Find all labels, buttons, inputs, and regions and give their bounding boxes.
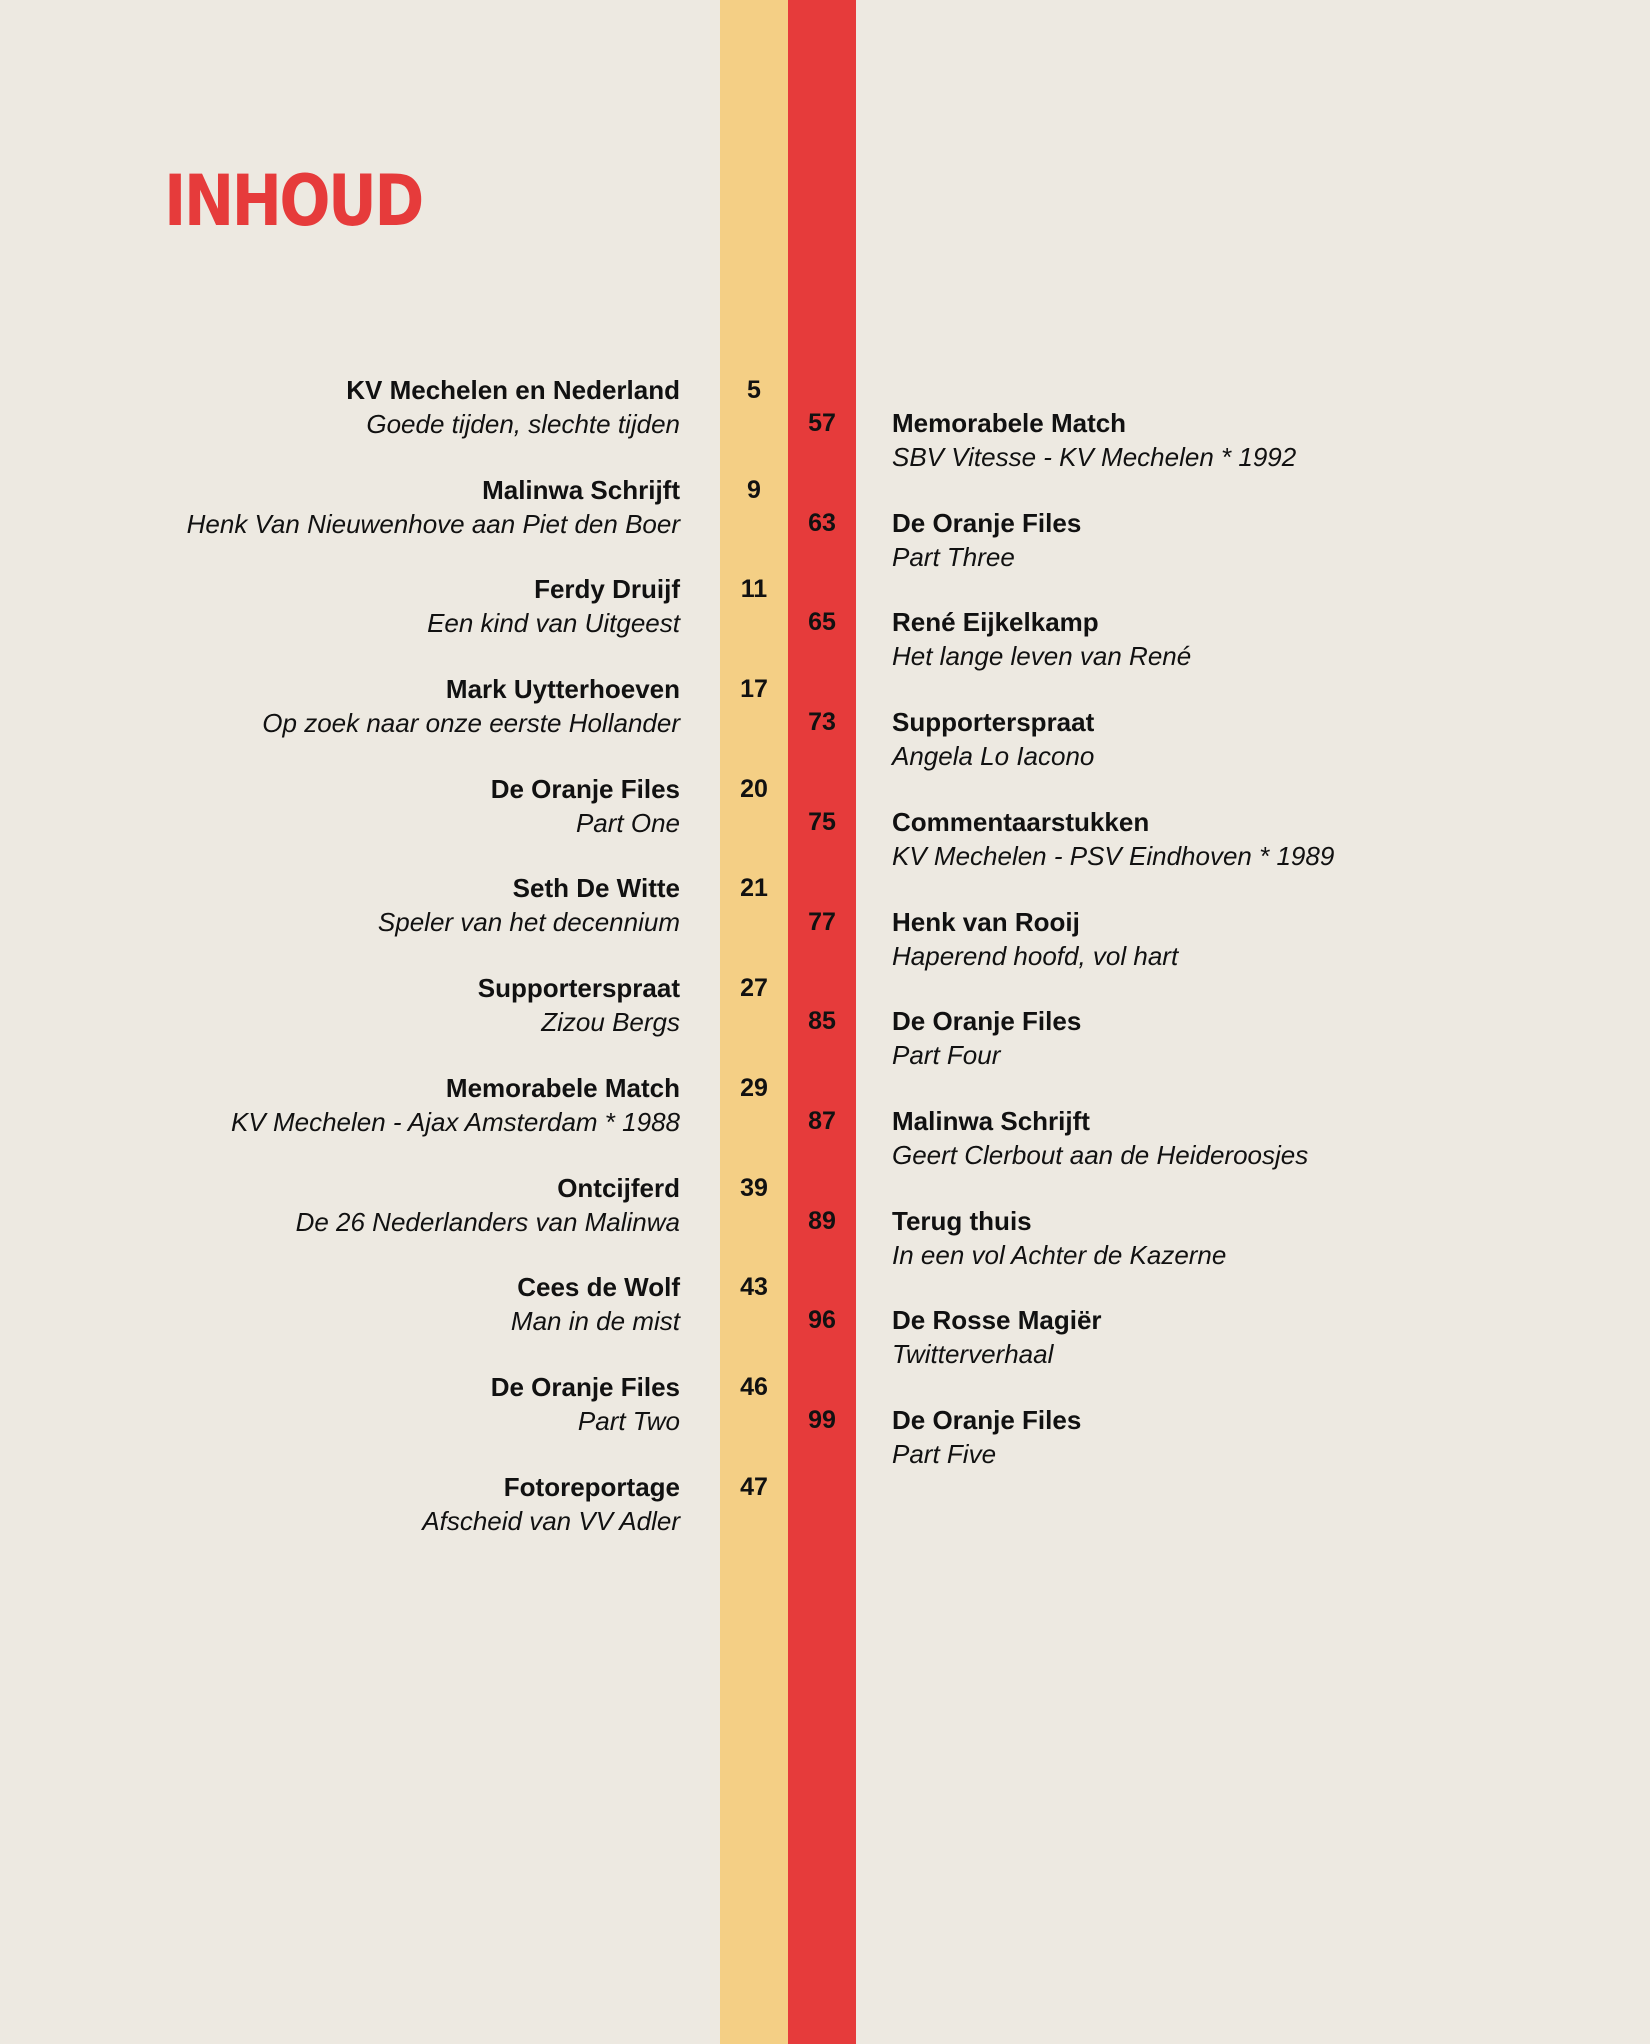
toc-entry-title: De Oranje Files (490, 774, 680, 804)
toc-page-number: 17 (740, 675, 768, 703)
toc-entry-left[interactable] (231, 1071, 768, 1137)
toc-page-number: 27 (740, 974, 768, 1002)
toc-entry-title: Seth De Witte (512, 873, 680, 903)
toc-entry-subtitle: Angela Lo Iacono (892, 741, 1095, 771)
toc-entry-left[interactable] (377, 871, 768, 937)
toc-entry-right[interactable] (808, 506, 1082, 572)
toc-entry-subtitle: In een vol Achter de Kazerne (892, 1240, 1227, 1270)
yellow-stripe (720, 0, 788, 2044)
toc-entry-subtitle: KV Mechelen - PSV Eindhoven * 1989 (892, 841, 1335, 871)
toc-entry-title: Ontcijferd (557, 1173, 680, 1203)
toc-page-number: 87 (808, 1107, 836, 1135)
toc-entry-right[interactable] (808, 1204, 1227, 1270)
toc-page-number: 46 (740, 1373, 768, 1401)
toc-entry-right[interactable] (808, 1004, 1082, 1070)
toc-entry-left[interactable] (477, 971, 768, 1037)
toc-entry-title: De Oranje Files (892, 1006, 1082, 1036)
toc-page-number: 9 (747, 476, 761, 504)
toc-entry-subtitle: Part Five (892, 1439, 997, 1469)
toc-page-number: 20 (740, 775, 768, 803)
toc-page-number: 57 (808, 409, 836, 437)
toc-entry-subtitle: Henk Van Nieuwenhove aan Piet den Boer (186, 509, 680, 539)
toc-entry-title: KV Mechelen en Nederland (346, 375, 680, 405)
toc-entry-subtitle: Zizou Bergs (541, 1007, 680, 1037)
toc-page-number: 75 (808, 808, 836, 836)
toc-page-number: 89 (808, 1207, 836, 1235)
toc-entry-title: René Eijkelkamp (892, 607, 1099, 637)
toc-entry-subtitle: De 26 Nederlanders van Malinwa (295, 1207, 680, 1237)
toc-entry-subtitle: Haperend hoofd, vol hart (892, 941, 1179, 971)
toc-entry-left[interactable] (262, 672, 768, 738)
toc-page-number: 43 (740, 1273, 768, 1301)
toc-entry-right[interactable] (808, 1303, 1102, 1369)
toc-page-number: 73 (808, 708, 836, 736)
toc-entry-right[interactable] (808, 406, 1297, 472)
toc-entry-right[interactable] (808, 1104, 1309, 1170)
toc-entry-left[interactable] (186, 473, 761, 539)
toc-entry-title: Malinwa Schrijft (482, 475, 680, 505)
toc-entry-left[interactable] (510, 1270, 768, 1336)
toc-entry-title: Fotoreportage (503, 1472, 680, 1502)
toc-entry-right[interactable] (808, 805, 1335, 871)
toc-entry-title: Memorabele Match (892, 408, 1127, 438)
toc-entry-title: De Oranje Files (490, 1372, 680, 1402)
toc-entry-subtitle: Afscheid van VV Adler (422, 1506, 680, 1536)
toc-entry-subtitle: Op zoek naar onze eerste Hollander (262, 708, 680, 738)
toc-entry-title: Malinwa Schrijft (892, 1106, 1090, 1136)
toc-entry-title: Henk van Rooij (892, 907, 1080, 937)
toc-entry-title: De Oranje Files (892, 508, 1082, 538)
toc-entry-subtitle: Part Three (892, 542, 1015, 572)
page-title: INHOUD (164, 160, 422, 242)
toc-entry-left[interactable] (490, 772, 768, 838)
toc-entry-title: Terug thuis (892, 1206, 1032, 1236)
toc-page-number: 99 (808, 1406, 836, 1434)
toc-page-number: 21 (740, 874, 768, 902)
toc-entry-subtitle: SBV Vitesse - KV Mechelen * 1992 (892, 442, 1297, 472)
toc-page-number: 5 (747, 376, 761, 404)
toc-entry-subtitle: Part Four (892, 1040, 1001, 1070)
toc-entry-left[interactable] (295, 1171, 768, 1237)
toc-entry-subtitle: Goede tijden, slechte tijden (366, 409, 680, 439)
toc-entry-left[interactable] (422, 1470, 768, 1536)
toc-entry-title: Ferdy Druijf (534, 574, 680, 604)
toc-page-number: 77 (808, 908, 836, 936)
toc-entry-right[interactable] (808, 1403, 1082, 1469)
toc-entry-subtitle: Twitterverhaal (892, 1339, 1054, 1369)
toc-entry-left[interactable] (346, 373, 761, 439)
toc-entry-subtitle: Part One (575, 808, 680, 838)
toc-entry-left[interactable] (427, 572, 768, 638)
toc-entry-right[interactable] (808, 905, 1179, 971)
toc-entry-subtitle: Een kind van Uitgeest (427, 608, 680, 638)
toc-entry-right[interactable] (808, 605, 1192, 671)
toc-entry-subtitle: Part Two (577, 1406, 680, 1436)
toc-entry-right[interactable] (808, 705, 1095, 771)
toc-page-number: 85 (808, 1007, 836, 1035)
toc-entry-title: Cees de Wolf (517, 1272, 680, 1302)
toc-entry-title: De Oranje Files (892, 1405, 1082, 1435)
toc-entry-title: Supporterspraat (892, 707, 1095, 737)
toc-entry-subtitle: Geert Clerbout aan de Heideroosjes (892, 1140, 1309, 1170)
toc-entry-subtitle: Het lange leven van René (892, 641, 1192, 671)
toc-page-number: 11 (740, 575, 768, 603)
toc-page-number: 63 (808, 509, 836, 537)
toc-page-number: 65 (808, 608, 836, 636)
toc-entry-subtitle: Speler van het decennium (377, 907, 680, 937)
toc-entry-title: Supporterspraat (477, 973, 680, 1003)
toc-page-number: 29 (740, 1074, 768, 1102)
toc-entry-title: Commentaarstukken (892, 807, 1150, 837)
toc-page-number: 96 (808, 1306, 836, 1334)
toc-page-number: 39 (740, 1174, 768, 1202)
toc-entry-subtitle: KV Mechelen - Ajax Amsterdam * 1988 (231, 1107, 680, 1137)
toc-entry-title: Mark Uytterhoeven (445, 674, 680, 704)
toc-entry-subtitle: Man in de mist (510, 1306, 680, 1336)
toc-page-number: 47 (740, 1473, 768, 1501)
toc-entry-title: Memorabele Match (445, 1073, 680, 1103)
toc-entry-left[interactable] (490, 1370, 768, 1436)
toc-entry-title: De Rosse Magiër (892, 1305, 1102, 1335)
